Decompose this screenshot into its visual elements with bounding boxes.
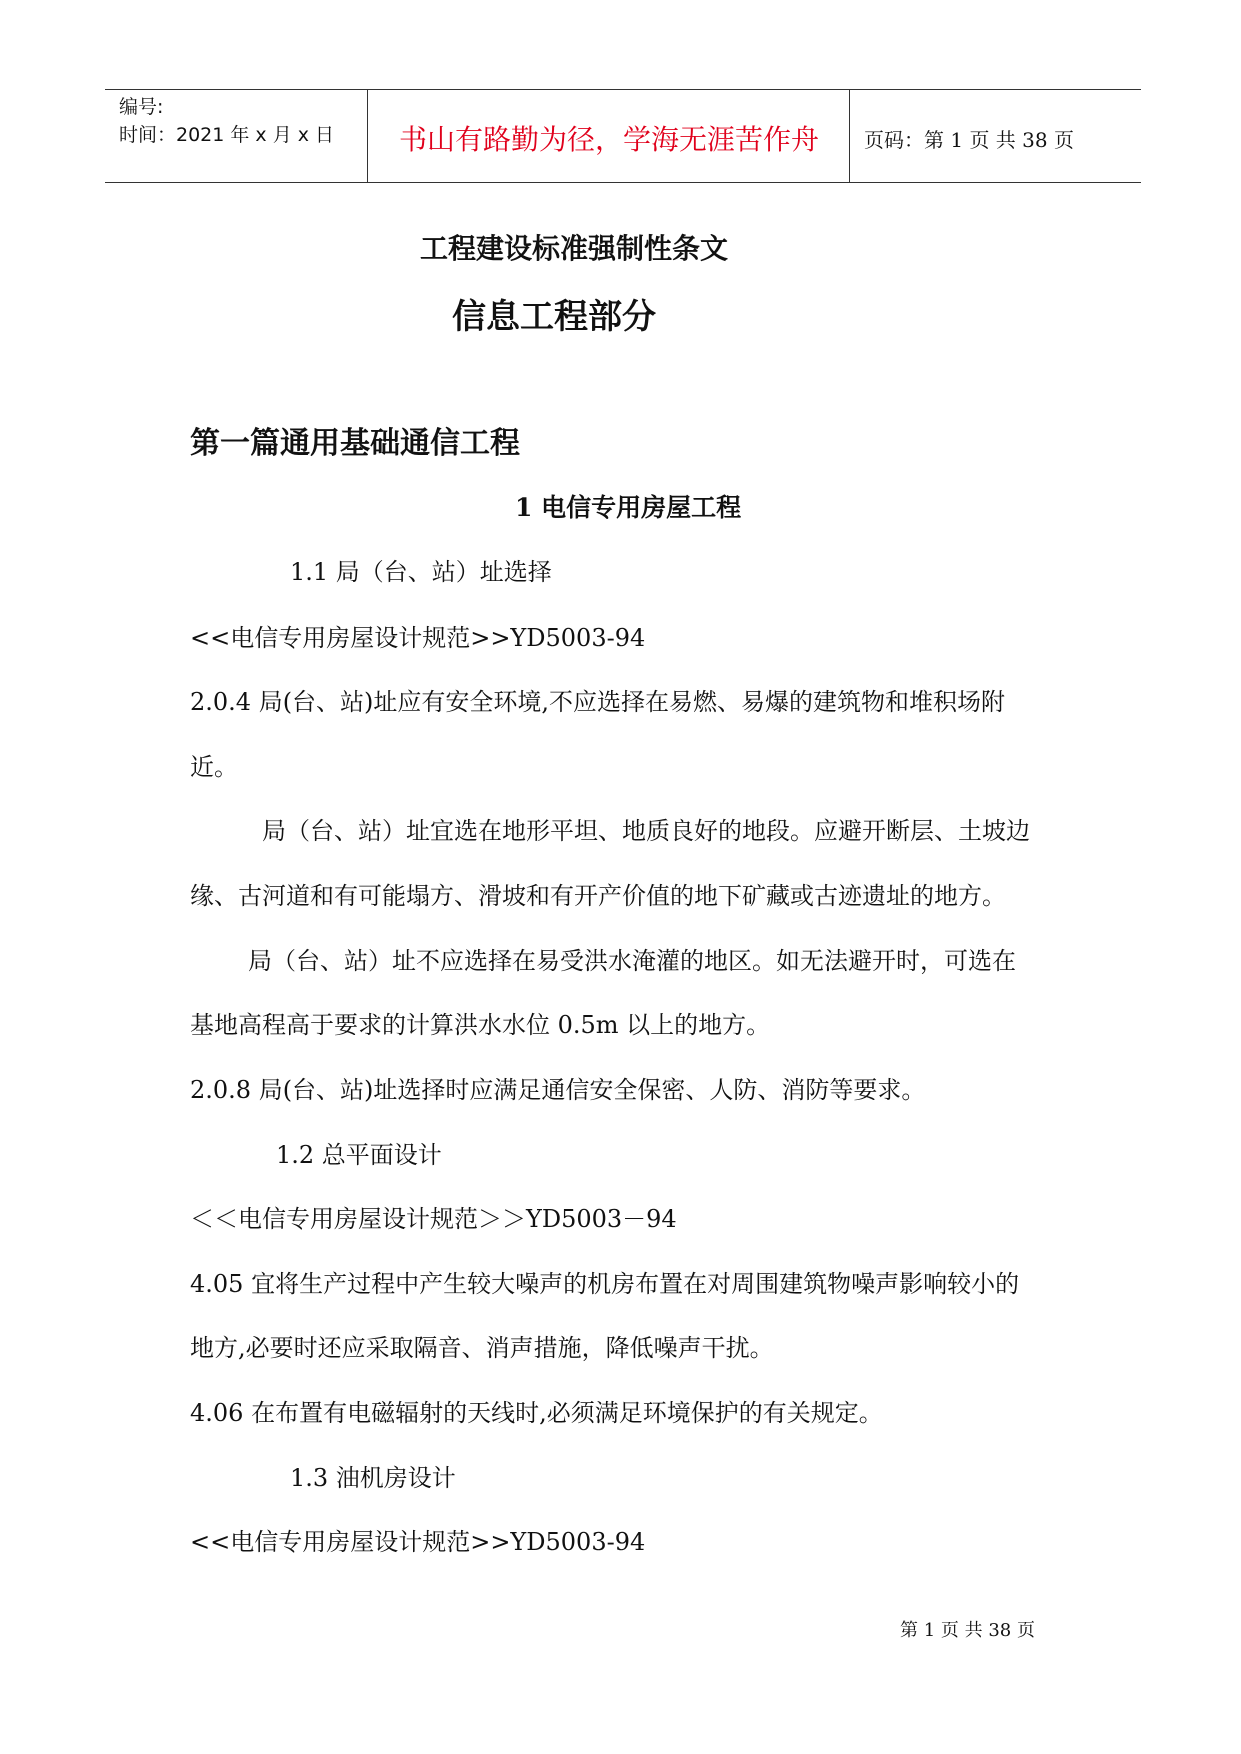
section-1-1-heading: 1.1 局（台、站）址选择 [290, 558, 552, 586]
chapter-title: 1 电信专用房屋工程 [515, 493, 742, 522]
page-header [105, 89, 1141, 183]
header-page-cell [850, 90, 1141, 182]
clause-4-06: 4.06 在布置有电磁辐射的天线时,必须满足环境保护的有关规定。 [190, 1399, 883, 1427]
reference-1: <<电信专用房屋设计规范>>YD5003-94 [190, 624, 646, 652]
clause-2-0-8: 2.0.8 局(台、站)址选择时应满足通信安全保密、人防、消防等要求。 [190, 1076, 926, 1104]
section-1-2-heading: 1.2 总平面设计 [276, 1141, 442, 1169]
reference-3: <<电信专用房屋设计规范>>YD5003-94 [190, 1528, 646, 1556]
document-title: 工程建设标准强制性条文 [420, 232, 729, 265]
header-motto-cell [368, 90, 850, 182]
site-paragraph-line-2: 缘、古河道和有可能塌方、滑坡和有开产价值的地下矿藏或古迹遗址的地方。 [190, 882, 1006, 910]
document-subtitle: 信息工程部分 [452, 297, 656, 337]
site-paragraph-line-1: 局（台、站）址宜选在地形平坦、地质良好的地段。应避开断层、土坡边 [262, 817, 1030, 845]
document-time-label: 时间：2021 年 x 月 x 日 [119, 124, 335, 146]
page-footer: 第 1 页 共 38 页 [900, 1620, 1035, 1641]
flood-paragraph-line-1: 局（台、站）址不应选择在易受洪水淹灌的地区。如无法避开时，可选在 [248, 947, 1016, 975]
section-1-3-heading: 1.3 油机房设计 [290, 1464, 456, 1492]
flood-paragraph-line-2: 基地高程高于要求的计算洪水水位 0.5m 以上的地方。 [190, 1011, 771, 1039]
reference-2: ＜＜电信专用房屋设计规范＞＞YD5003－94 [190, 1205, 677, 1233]
clause-4-05-line-1: 4.05 宜将生产过程中产生较大噪声的机房布置在对周围建筑物噪声影响较小的 [190, 1270, 1020, 1298]
clause-2-0-4-line-2: 近。 [190, 753, 238, 781]
clause-4-05-line-2: 地方,必要时还应采取隔音、消声措施，降低噪声干扰。 [190, 1334, 774, 1362]
clause-2-0-4-line-1: 2.0.4 局(台、站)址应有安全环境,不应选择在易燃、易爆的建筑物和堆积场附 [190, 688, 1006, 716]
part-title: 第一篇通用基础通信工程 [190, 426, 520, 461]
header-page-code: 页码：第 1 页 共 38 页 [864, 128, 1074, 152]
header-motto: 书山有路勤为径，学海无涯苦作舟 [398, 123, 819, 156]
document-number-label: 编号: [119, 96, 164, 118]
header-info-cell [105, 90, 368, 182]
